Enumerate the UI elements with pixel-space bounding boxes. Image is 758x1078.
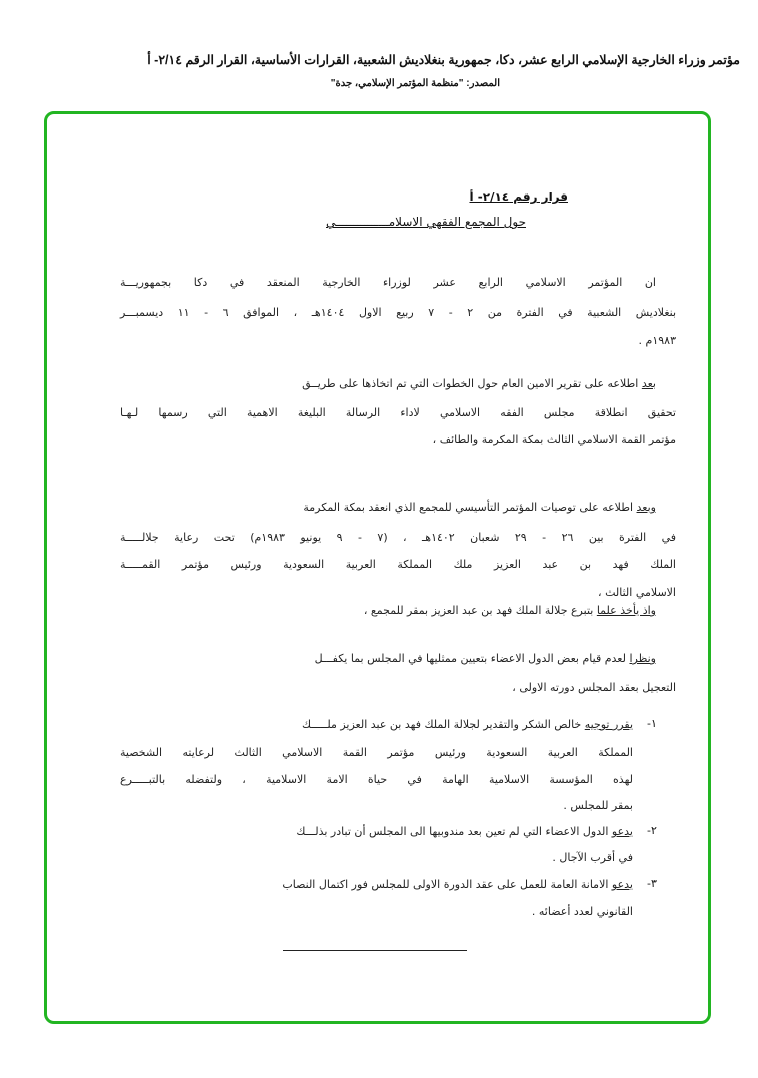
item-1-text: خالص الشكر والتقدير لجلالة الملك فهد بن عبد العزيز ملـــــك xyxy=(301,718,582,731)
document-header-title: مؤتمر وزراء الخارجية الإسلامي الرابع عشر، دكا، جمهورية بنغلاديش الشعبية، القرارات الأساسية، القرار الرقم ٢/١٤- أ xyxy=(147,53,740,67)
paragraph-3-line-4: الاسلامي الثالث ، xyxy=(598,586,676,599)
paragraph-3-line-3: الملك فهد بن عبد العزيز ملك المملكة العربية السعودية ورئيس مؤتمر القمـــــة xyxy=(120,558,676,571)
paragraph-1-line-1: ان المؤتمر الاسلامي الرابع عشر لوزراء الخارجية المنعقد في دكا بجمهوريـــة xyxy=(120,276,656,289)
item-3-text: الامانة العامة للعمل على عقد الدورة الاولى للمجلس فور اكتمال النصاب xyxy=(282,878,609,891)
paragraph-1-line-2: بنغلاديش الشعبية في الفترة من ٢ - ٧ ربيع الاول ١٤٠٤هـ ، الموافق ٦ - ١١ ديسمبـــر xyxy=(120,306,677,319)
item-2-lead: يدعو xyxy=(611,825,633,838)
item-1-number: ١- xyxy=(647,717,657,730)
item-2-number: ٢- xyxy=(647,824,657,837)
paragraph-3-line-2: في الفترة بين ٢٦ - ٢٩ شعبان ١٤٠٢هـ ، (٧ - ٩ يونيو ١٩٨٣م) تحت رعاية جلالـــــة xyxy=(120,531,677,544)
paragraph-3-text: اطلاعه على توصيات المؤتمر التأسيسي للمجمع الذي انعقد بمكة المكرمة xyxy=(303,501,634,514)
item-1-line-4: بمقر للمجلس . xyxy=(563,799,633,812)
paragraph-1-line-3: ١٩٨٣م . xyxy=(638,334,676,347)
paragraph-3-line-1 xyxy=(120,500,656,516)
paragraph-5-line-1 xyxy=(120,651,656,667)
paragraph-2-line-2: تحقيق انطلاقة مجلس الفقه الاسلامي لاداء الرسالة البليغة الاهمية التي رسمها لـهـا xyxy=(120,406,676,419)
resolution-subject: حول المجمع الفقهي الاسلامـــــــــــــــي xyxy=(326,215,526,229)
paragraph-5-lead: ونظرا xyxy=(629,652,656,665)
item-1-lead: يقرر توجيه xyxy=(584,718,633,731)
paragraph-4-lead: واذ يأخذ علما xyxy=(596,604,656,617)
paragraph-5-line-2: التعجيل بعقد المجلس دورته الاولى ، xyxy=(512,681,676,694)
paragraph-4-text: بتبرع جلالة الملك فهد بن عبد العزيز بمقر للمجمع ، xyxy=(363,604,594,617)
closing-rule xyxy=(283,950,467,951)
item-2-line-2: في أقرب الآجال . xyxy=(552,851,633,864)
paragraph-3-lead: وبعد xyxy=(636,501,656,514)
document-source: المصدر: "منظمة المؤتمر الإسلامي، جدة" xyxy=(330,78,500,89)
item-3-lead: يدعو xyxy=(611,878,633,891)
item-1-line-2: المملكة العربية السعودية ورئيس مؤتمر القمة الاسلامي الثالث لرعايته الشخصية xyxy=(120,746,633,759)
resolution-number: قرار رقم ٢/١٤- أ xyxy=(469,190,568,204)
item-2-text: الدول الاعضاء التي لم تعين بعد مندوبيها الى المجلس أن تبادر بذلـــك xyxy=(296,825,609,838)
paragraph-2-text: اطلاعه على تقرير الامين العام حول الخطوات التي تم اتخاذها على طريــق xyxy=(302,377,639,390)
item-1-line-1 xyxy=(120,717,633,733)
paragraph-2-lead: بعد xyxy=(641,377,656,390)
item-1-line-3: لهذه المؤسسة الاسلامية الهامة في حياة الامة الاسلامية ، ولتفضله بالتبـــــرع xyxy=(120,773,633,786)
paragraph-5-text: لعدم قيام بعض الدول الاعضاء بتعيين ممثليها في المجلس بما يكفـــل xyxy=(314,652,626,665)
item-3-line-2: القانوني لعدد أعضائه . xyxy=(531,905,633,918)
item-3-line-1 xyxy=(120,877,633,893)
item-2-line-1 xyxy=(120,824,633,840)
paragraph-4-line-1 xyxy=(120,603,656,619)
item-3-number: ٣- xyxy=(647,877,657,890)
paragraph-2-line-3: مؤتمر القمة الاسلامي الثالث بمكة المكرمة والطائف ، xyxy=(432,433,676,446)
paragraph-2-line-1 xyxy=(120,376,656,392)
